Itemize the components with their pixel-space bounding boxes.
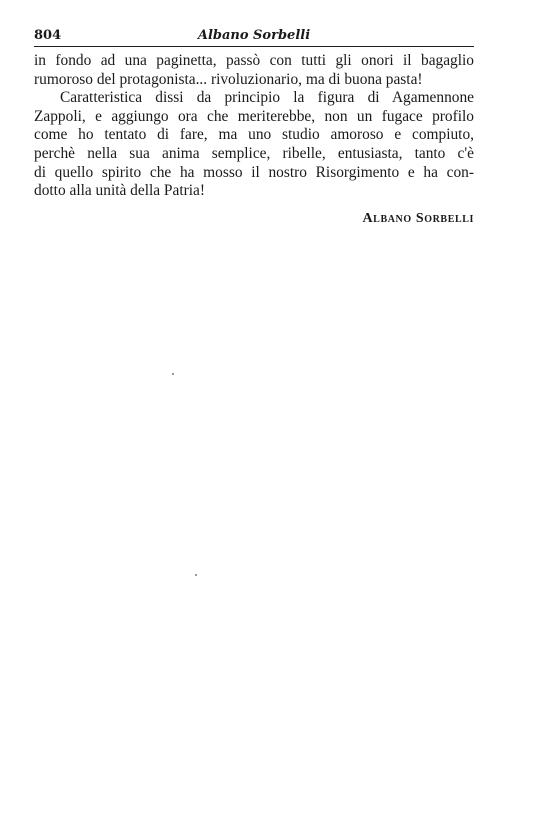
print-speck — [195, 574, 197, 576]
text-line: Zappoli, e aggiungo ora che meriterebbe, non un fugace profilo — [34, 107, 474, 125]
text-line: in fondo ad una paginetta, passò con tutti gli onori il bagaglio — [34, 52, 474, 69]
running-title: Albano Sorbelli — [197, 28, 311, 43]
body-text — [34, 52, 474, 201]
text-line: di quello spirito che ha mosso il nostro Risorgimento e ha con- — [34, 163, 474, 181]
author-signature: Albano Sorbelli — [362, 210, 474, 226]
print-speck — [172, 373, 174, 375]
running-header — [34, 26, 474, 47]
book-page — [34, 26, 474, 227]
text-line: come ho tentato di fare, ma uno studio amoroso e compiuto, — [34, 126, 474, 144]
text-line: perchè nella sua anima semplice, ribelle, entusiasta, tanto c'è — [34, 144, 474, 162]
page-number: 804 — [34, 28, 62, 43]
text-line: dotto alla unità della Patria! — [34, 182, 205, 200]
text-line: rumoroso del protagonista... rivoluzionario, ma di buona pasta! — [34, 70, 423, 88]
text-line: Caratteristica dissi da principio la figura di Agamennone — [60, 89, 474, 107]
